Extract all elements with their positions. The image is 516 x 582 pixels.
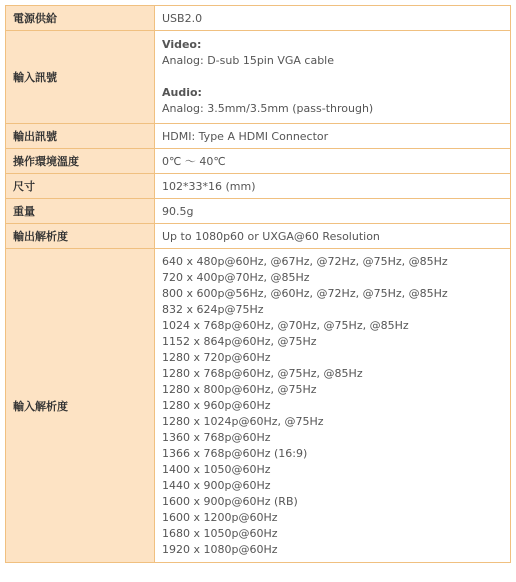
spec-value: USB2.0 (155, 6, 511, 31)
spec-row-input-signal (6, 31, 511, 124)
spec-label: 重量 (6, 199, 155, 224)
spec-row-output-signal (6, 124, 511, 149)
resolution-item: 1600 x 1200p@60Hz (162, 511, 278, 524)
video-value: Analog: D-sub 15pin VGA cable (162, 54, 334, 67)
resolution-item: 1280 x 800p@60Hz, @75Hz (162, 383, 317, 396)
spec-row-power (6, 6, 511, 31)
spec-label: 輸出訊號 (6, 124, 155, 149)
spec-value: 0℃ ～ 40℃ (155, 149, 511, 174)
spec-row-temperature (6, 149, 511, 174)
resolution-item: 800 x 600p@56Hz, @60Hz, @72Hz, @75Hz, @85Hz (162, 287, 448, 300)
resolution-item: 1280 x 960p@60Hz (162, 399, 271, 412)
resolution-item: 1152 x 864p@60Hz, @75Hz (162, 335, 317, 348)
spec-value: Up to 1080p60 or UXGA@60 Resolution (155, 224, 511, 249)
spec-label: 尺寸 (6, 174, 155, 199)
spec-value: HDMI: Type A HDMI Connector (155, 124, 511, 149)
audio-value: Analog: 3.5mm/3.5mm (pass-through) (162, 102, 374, 115)
resolution-item: 1280 x 720p@60Hz (162, 351, 271, 364)
spec-label: 輸入訊號 (6, 31, 155, 124)
resolution-item: 1280 x 768p@60Hz, @75Hz, @85Hz (162, 367, 363, 380)
spec-table (5, 5, 511, 563)
resolution-item: 1366 x 768p@60Hz (16:9) (162, 447, 308, 460)
resolution-list (162, 249, 503, 562)
resolution-item: 1600 x 900p@60Hz (RB) (162, 495, 298, 508)
resolution-item: 1920 x 1080p@60Hz (162, 543, 278, 556)
spec-value (155, 249, 511, 563)
spec-row-dimensions (6, 174, 511, 199)
spec-label: 輸入解析度 (6, 249, 155, 563)
spec-label: 電源供給 (6, 6, 155, 31)
resolution-item: 640 x 480p@60Hz, @67Hz, @72Hz, @75Hz, @85Hz (162, 255, 448, 268)
resolution-item: 1680 x 1050p@60Hz (162, 527, 278, 540)
spec-value: 102*33*16 (mm) (155, 174, 511, 199)
audio-heading: Audio: (162, 86, 202, 99)
spec-label: 操作環境溫度 (6, 149, 155, 174)
video-heading: Video: (162, 38, 202, 51)
resolution-item: 1360 x 768p@60Hz (162, 431, 271, 444)
spec-value (155, 31, 511, 124)
resolution-item: 1440 x 900p@60Hz (162, 479, 271, 492)
resolution-item: 832 x 624p@75Hz (162, 303, 264, 316)
spec-label: 輸出解析度 (6, 224, 155, 249)
spec-row-output-resolution (6, 224, 511, 249)
spec-row-input-resolution (6, 249, 511, 563)
resolution-item: 1024 x 768p@60Hz, @70Hz, @75Hz, @85Hz (162, 319, 409, 332)
resolution-item: 1280 x 1024p@60Hz, @75Hz (162, 415, 324, 428)
resolution-item: 720 x 400p@70Hz, @85Hz (162, 271, 310, 284)
resolution-item: 1400 x 1050@60Hz (162, 463, 271, 476)
spec-value: 90.5g (155, 199, 511, 224)
spec-row-weight (6, 199, 511, 224)
